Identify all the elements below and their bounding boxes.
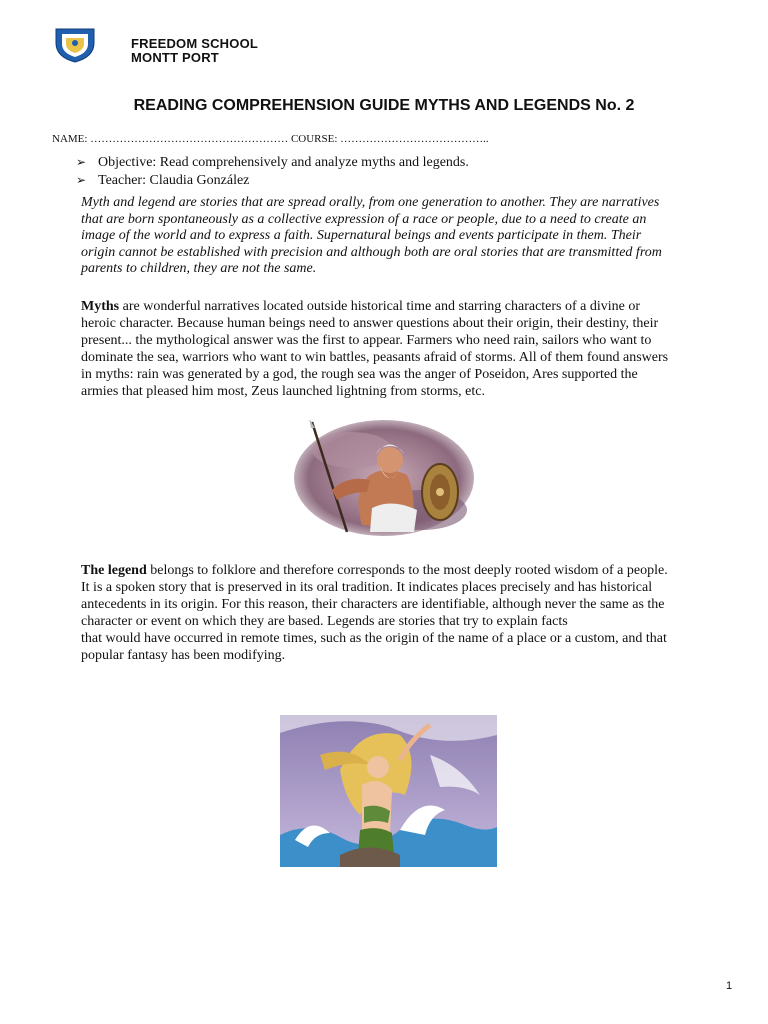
page-number: 1 (726, 980, 733, 992)
teacher-text: Teacher: Claudia González (98, 173, 250, 188)
document-title: READING COMPREHENSION GUIDE MYTHS AND LEGENDS No. 2 (133, 97, 635, 114)
objectives-list (76, 153, 469, 189)
intro-paragraph: Myth and legend are stories that are spread orally, from one generation to another. They are narratives that are born spontaneously as a collective expression of a race or people, due to a need to create an image of the world and to express a faith. Supernatural beings and events participate in them. Their origin cannot be established with precision and although both are oral stories that are transmitted from parents to children, they are not the same. (81, 195, 662, 277)
legend-paragraph (81, 562, 675, 665)
arrow-bullet-icon: ➢ (76, 173, 87, 187)
myths-lead: Myths (81, 299, 120, 314)
school-crest-icon (54, 27, 96, 63)
legend-text-part2: that would have occurred in remote times, such as the origin of the name of a place or a custom, and that popular fantasy has been modifying. (81, 631, 667, 664)
myths-paragraph (81, 298, 675, 401)
list-item (76, 153, 469, 171)
school-name-line1: FREEDOM SCHOOL (131, 36, 259, 51)
school-name (131, 37, 258, 65)
name-course-line: NAME: ……………………………………………… COURSE: ………………………………….. (52, 133, 489, 145)
zeus-illustration (292, 420, 475, 538)
school-name-line2: MONTT PORT (131, 50, 219, 65)
myths-text: are wonderful narratives located outside historical time and starring characters of a divine or heroic character. Because human beings need to answer questions about their origin, their destiny, their present... the mythological answer was the first to appear. Farmers who need rain, sailors who want to dominate the sea, warriors who want to win battles, peasants afraid of storms. All of them found answers in myths: rain was generated by a god, the rough sea was the anger of Poseidon, Ares supported the armies that pleased him most, Zeus launched lightning from storms, etc. (81, 299, 669, 400)
objective-text: Objective: Read comprehensively and analyze myths and legends. (98, 155, 469, 170)
legend-lead: The legend (81, 563, 147, 578)
legend-text-part1: belongs to folklore and therefore corresponds to the most deeply rooted wisdom of a people. It is a spoken story that is preserved in its oral tradition. It indicates places precisely and has historical antecedents in its origin. For this reason, their characters are identifiable, although never the same as the character or event on which they are based. Legends are stories that try to explain facts (81, 563, 668, 630)
arrow-bullet-icon: ➢ (76, 155, 87, 169)
list-item (76, 171, 469, 189)
sea-nymph-illustration (280, 715, 497, 867)
